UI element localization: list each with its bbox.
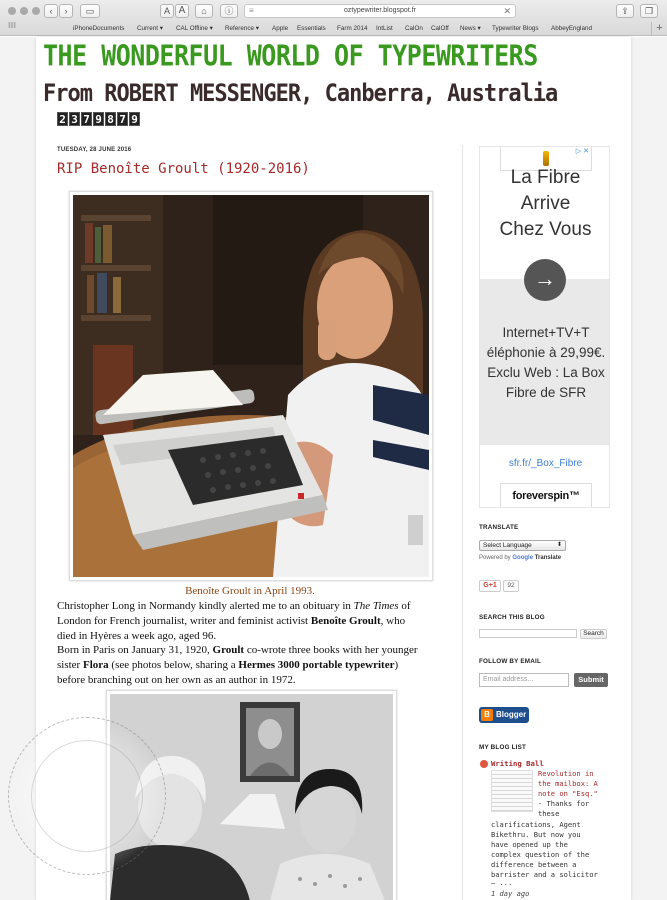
- stop-loading-icon[interactable]: ✕: [503, 6, 511, 16]
- font-larger-button[interactable]: [175, 4, 189, 18]
- blog-post-snippet-line: difference between a: [491, 860, 577, 869]
- bookmark-item[interactable]: Current ▾: [137, 25, 163, 32]
- ad-headline-line: Arrive: [520, 193, 571, 214]
- bookmark-item[interactable]: iPhoneDocuments: [73, 25, 125, 32]
- photo-caption: Benoîte Groult in April 1993.: [185, 585, 315, 597]
- post-paragraph-line: London for French journalist, writer and feminist activist Benoîte Groult, who: [57, 615, 406, 627]
- counter-digit: 7: [81, 112, 92, 126]
- sidebar-button[interactable]: [80, 4, 100, 18]
- info-icon: ⓘ: [224, 6, 234, 16]
- post-paragraph-line: Christopher Long in Normandy kindly alerted me to an obituary in The Times of: [57, 600, 411, 612]
- blog-post-snippet-line: clarifications, Agent: [491, 820, 581, 829]
- ad-choices-close-icon[interactable]: ▷ ✕: [575, 148, 589, 155]
- tabs-button[interactable]: [640, 4, 658, 18]
- chevron-left-icon: ‹: [49, 6, 53, 16]
- share-icon: ⇪: [621, 6, 629, 16]
- web-page: [0, 37, 667, 900]
- blog-post-time-ago: 1 day ago: [491, 889, 530, 898]
- visitor-counter: [57, 112, 140, 126]
- language-select-value: Select Language: [483, 542, 532, 549]
- blog-list-name[interactable]: Writing Ball: [491, 759, 544, 768]
- translate-heading: TRANSLATE: [479, 524, 519, 531]
- blog-post-title-line[interactable]: the mailbox: A: [538, 779, 598, 788]
- info-button[interactable]: [220, 4, 238, 18]
- blog-post-snippet-line: have opened up the: [491, 840, 568, 849]
- follow-heading: FOLLOW BY EMAIL: [479, 658, 541, 665]
- bookmark-item[interactable]: News ▾: [460, 25, 481, 32]
- bookmark-item[interactable]: CalOff: [431, 25, 449, 32]
- post-photo-groult-typewriter[interactable]: [69, 191, 433, 581]
- ad-headline-line: Chez Vous: [499, 219, 592, 240]
- bookmark-item[interactable]: Typewriter Blogs: [492, 25, 539, 32]
- bookmark-item[interactable]: Reference ▾: [225, 25, 259, 32]
- bookmarks-bar: [0, 22, 667, 36]
- blog-post-snippet-line: barrister and a solicitor: [491, 870, 598, 879]
- blog-favicon-icon: [480, 760, 488, 768]
- blogger-icon: B: [481, 709, 493, 721]
- column-divider: [462, 145, 463, 900]
- blog-list-heading: MY BLOG LIST: [479, 744, 527, 751]
- post-date: TUESDAY, 28 JUNE 2016: [57, 147, 132, 153]
- browser-toolbar: [0, 0, 667, 36]
- font-smaller-button[interactable]: [160, 4, 174, 18]
- blog-post-snippet-line: complex question of the: [491, 850, 590, 859]
- counter-digit: 8: [105, 112, 116, 126]
- bookmark-item[interactable]: Apple: [272, 25, 289, 32]
- blog-post-title-line[interactable]: Revolution in: [538, 769, 594, 778]
- counter-digit: 3: [69, 112, 80, 126]
- post-paragraph-line: sister Flora (see photos below, sharing a Hermes 3000 portable typewriter): [57, 659, 399, 671]
- reader-menu-icon[interactable]: ≡: [249, 6, 254, 15]
- translate-link[interactable]: Translate: [534, 555, 562, 561]
- ad-link[interactable]: sfr.fr/_Box_Fibre: [508, 458, 583, 469]
- font-large-label: A: [178, 5, 186, 16]
- email-field[interactable]: Email address...: [479, 673, 569, 687]
- blog-search-input[interactable]: [479, 629, 577, 638]
- sidebar-icon: ▭: [85, 6, 95, 16]
- url-text: oztypewriter.blogspot.fr: [344, 7, 416, 14]
- ad-brand-logo: foreverspin™: [500, 483, 592, 508]
- submit-button[interactable]: Submit: [574, 673, 608, 687]
- home-button[interactable]: [195, 4, 213, 18]
- blog-post-snippet-line: these: [538, 809, 560, 818]
- google-plus-count: 92: [503, 580, 519, 592]
- ad-headline-line: La Fibre: [510, 167, 581, 188]
- post-paragraph-line: died in Hyères a week ago, aged 96.: [57, 630, 217, 642]
- blogger-button[interactable]: [479, 707, 529, 723]
- bookmark-item[interactable]: AbbeyEngland: [551, 25, 592, 32]
- plus-icon: +: [656, 22, 663, 34]
- counter-digit: 7: [117, 112, 128, 126]
- google-logo[interactable]: Google: [512, 555, 534, 561]
- chevron-right-icon: ›: [64, 6, 68, 16]
- photo-illustration: [73, 195, 429, 577]
- counter-digit: 9: [93, 112, 104, 126]
- powered-by-google-translate: Powered by Google Translate: [479, 555, 562, 561]
- blogger-label: Blogger: [496, 710, 527, 719]
- bookmark-item[interactable]: CalOn: [405, 25, 423, 32]
- post-photo-groult-sisters[interactable]: [106, 690, 397, 900]
- search-button[interactable]: Search: [580, 629, 607, 639]
- share-button[interactable]: [616, 4, 634, 18]
- blog-post-title-line[interactable]: note on "Esq.": [538, 789, 598, 798]
- ad-logo-icon: [543, 151, 549, 166]
- blog-post-thumbnail[interactable]: [491, 770, 533, 812]
- bookmark-item[interactable]: Farm 2014: [337, 25, 368, 32]
- zoom-window-dot[interactable]: [32, 7, 40, 15]
- back-button[interactable]: [44, 4, 58, 18]
- counter-digit: 2: [57, 112, 68, 126]
- sidebar-advertisement[interactable]: [479, 146, 610, 508]
- google-plus-button[interactable]: G+1: [479, 580, 501, 592]
- chevron-updown-icon: ⬍: [556, 542, 562, 548]
- post-paragraph-line: Born in Paris on January 31, 1920, Groult co-wrote three books with her younger: [57, 644, 418, 656]
- blog-post-snippet-line: — ...: [491, 878, 513, 887]
- tabs-icon: ❐: [644, 6, 654, 16]
- home-icon: ⌂: [201, 6, 207, 16]
- language-select[interactable]: [479, 540, 566, 551]
- font-small-label: A: [163, 6, 170, 16]
- close-window-dot[interactable]: [8, 7, 16, 15]
- top-sites-icon[interactable]: [8, 22, 16, 28]
- photo-illustration: [110, 694, 393, 900]
- arrow-right-icon[interactable]: →: [524, 259, 566, 301]
- ad-body-text: Internet+TV+T éléphonie à 29,99€. Exclu Web : La Box Fibre de SFR: [486, 325, 606, 400]
- address-bar[interactable]: [244, 4, 516, 18]
- blog-post-snippet-line: Bikethru. But now you: [491, 830, 581, 839]
- search-heading: SEARCH THIS BLOG: [479, 614, 545, 621]
- post-title[interactable]: RIP Benoîte Groult (1920-2016): [57, 161, 310, 177]
- bookmark-item[interactable]: IntList: [376, 25, 393, 32]
- post-paragraph-line: before branching out on her own as an author in 1972.: [57, 674, 296, 686]
- forward-button[interactable]: [59, 4, 73, 18]
- bookmark-item[interactable]: Essentials: [297, 25, 326, 32]
- bookmark-item[interactable]: CAL Offline ▾: [176, 25, 213, 32]
- new-tab-button[interactable]: [651, 22, 667, 36]
- counter-digit: 9: [129, 112, 140, 126]
- blog-title[interactable]: THE WONDERFUL WORLD OF TYPEWRITERS: [43, 39, 538, 73]
- blog-subtitle: From ROBERT MESSENGER, Canberra, Australia: [43, 80, 558, 108]
- minimize-window-dot[interactable]: [20, 7, 28, 15]
- blog-post-snippet-line: - Thanks for: [538, 799, 590, 808]
